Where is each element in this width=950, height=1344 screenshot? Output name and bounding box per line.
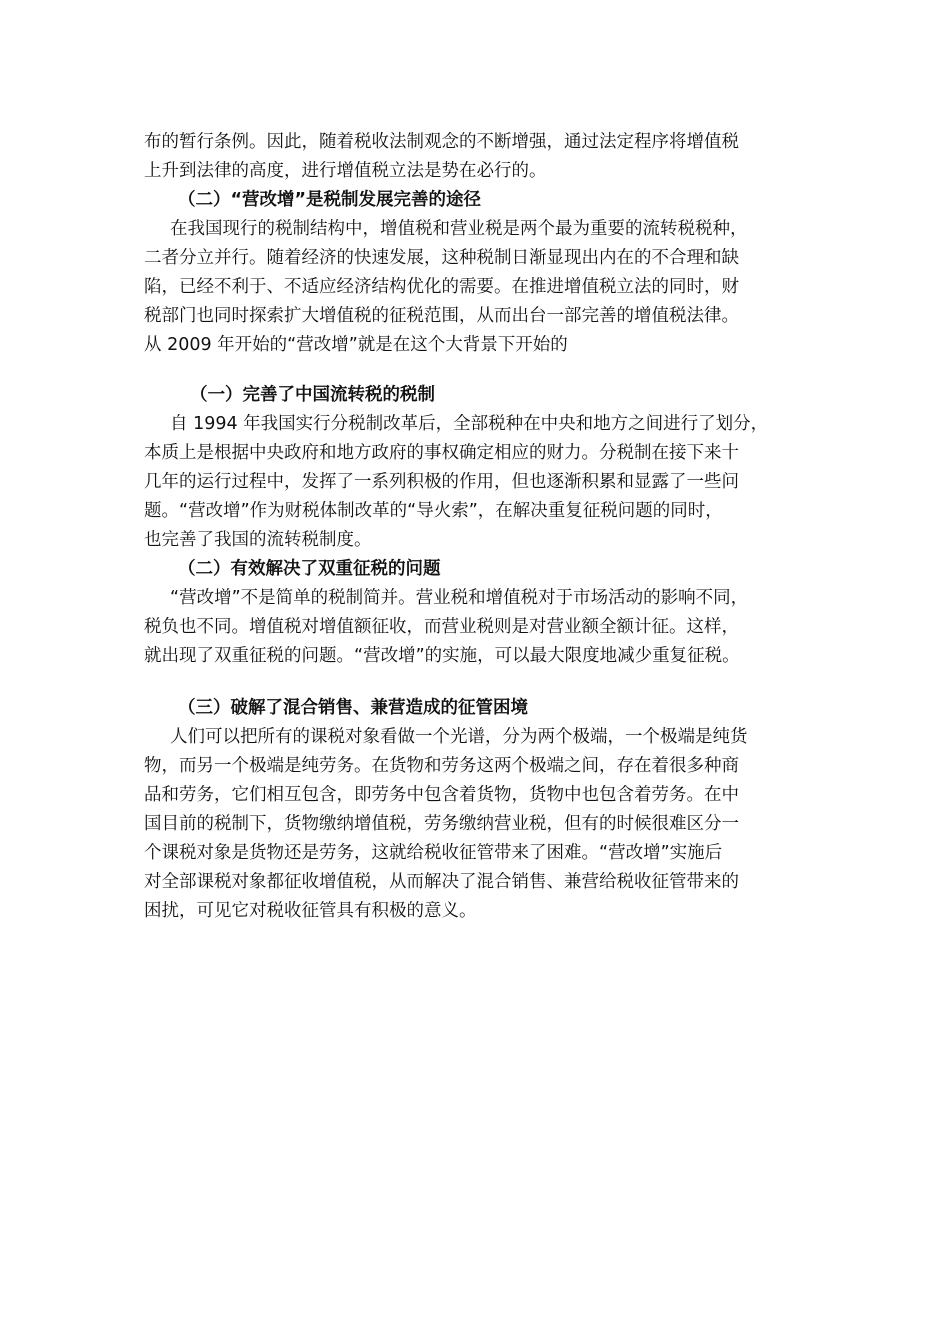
sub-one-line-2: 本质上是根据中央政府和地方政府的事权确定相应的财力。分税制在接下来十 — [144, 443, 739, 463]
sub-three-heading: （三）破解了混合销售、兼营造成的征管困境 — [178, 698, 528, 718]
sub-one-heading: （一）完善了中国流转税的税制 — [190, 385, 435, 405]
sub-two-line-1: “营改增”不是简单的税制简并。营业税和增值税对于市场活动的影响不同， — [170, 588, 749, 608]
section-two-line-3: 陷，已经不利于、不适应经济结构优化的需要。在推进增值税立法的同时，财 — [144, 277, 739, 297]
sub-one-line-4: 题。“营改增”作为财税体制改革的“导火索”，在解决重复征税问题的同时， — [144, 501, 723, 521]
sub-three-line-7: 困扰，可见它对税收征管具有积极的意义。 — [144, 901, 477, 921]
sub-three-line-1: 人们可以把所有的课税对象看做一个光谱，分为两个极端，一个极端是纯货 — [170, 727, 748, 747]
sub-three-line-4: 国目前的税制下，货物缴纳增值税，劳务缴纳营业税，但有的时候很难区分一 — [144, 814, 739, 834]
section-two-line-5: 从 2009 年开始的“营改增”就是在这个大背景下开始的 — [144, 335, 568, 355]
sub-three-line-5: 个课税对象是货物还是劳务，这就给税收征管带来了困难。“营改增”实施后 — [144, 843, 723, 863]
intro-line-2: 上升到法律的高度，进行增值税立法是势在必行的。 — [144, 161, 547, 181]
intro-line-1: 布的暂行条例。因此，随着税收法制观念的不断增强，通过法定程序将增值税 — [144, 132, 739, 152]
sub-three-line-2: 物，而另一个极端是纯劳务。在货物和劳务这两个极端之间，存在着很多种商 — [144, 756, 739, 776]
sub-three-line-6: 对全部课税对象都征收增值税，从而解决了混合销售、兼营给税收征管带来的 — [144, 872, 739, 892]
sub-one-line-3: 几年的运行过程中，发挥了一系列积极的作用，但也逐渐积累和显露了一些问 — [144, 472, 739, 492]
sub-two-heading: （二）有效解决了双重征税的问题 — [178, 559, 441, 579]
sub-three-line-3: 品和劳务，它们相互包含，即劳务中包含着货物，货物中也包含着劳务。在中 — [144, 785, 739, 805]
sub-two-line-2: 税负也不同。增值税对增值额征收，而营业税则是对营业额全额计征。这样， — [144, 617, 739, 637]
section-two-heading: （二）“营改增”是税制发展完善的途径 — [178, 190, 482, 210]
sub-two-line-3: 就出现了双重征税的问题。“营改增”的实施，可以最大限度地减少重复征税。 — [144, 646, 740, 666]
sub-one-line-5: 也完善了我国的流转税制度。 — [144, 530, 372, 550]
section-two-line-2: 二者分立并行。随着经济的快速发展，这种税制日渐显现出内在的不合理和缺 — [144, 248, 739, 268]
sub-one-line-1: 自 1994 年我国实行分税制改革后，全部税种在中央和地方之间进行了划分， — [170, 414, 769, 434]
section-two-line-4: 税部门也同时探索扩大增值税的征税范围，从而出台一部完善的增值税法律。 — [144, 306, 739, 326]
section-two-line-1: 在我国现行的税制结构中，增值税和营业税是两个最为重要的流转税税种， — [170, 219, 748, 239]
